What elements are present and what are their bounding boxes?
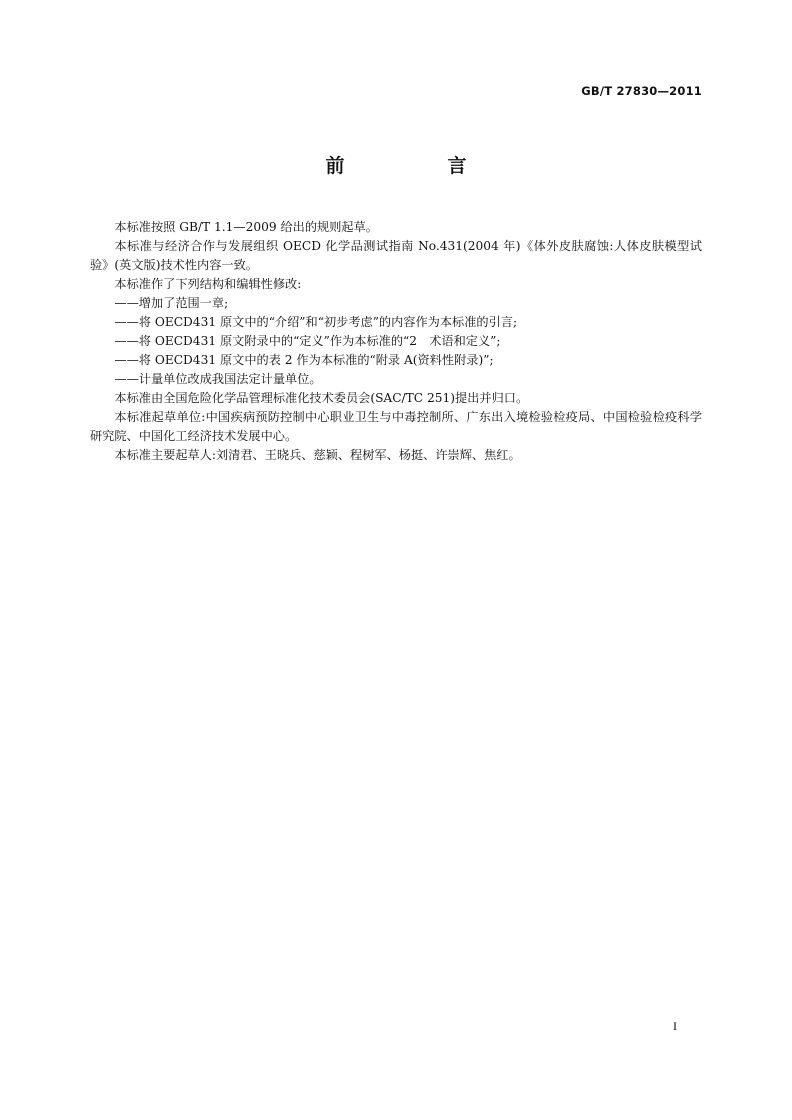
paragraph-drafters: 本标准主要起草人:刘清君、王晓兵、慈颖、程树军、杨挺、许崇辉、焦红。 [114,448,521,462]
standard-number: GB/T 27830—2011 [581,84,702,98]
paragraph-consistency: 本标准与经济合作与发展组织 OECD 化学品测试指南 No.431(2004 年)《体外皮肤腐蚀:人体皮肤模型试验》(英文版)技术性内容一致。 [90,239,702,272]
paragraph-drafting-rules: 本标准按照 GB/T 1.1—2009 给出的规则起草。 [114,220,378,234]
page-title: 前 言 [325,155,509,177]
list-item-definitions: ——将 OECD431 原文附录中的“定义”作为本标准的“2 术语和定义”; [114,334,501,348]
foreword-body [90,218,702,465]
list-item-units: ——计量单位改成我国法定计量单位。 [114,372,322,386]
paragraph-drafting-units: 本标准起草单位:中国疾病预防控制中心职业卫生与中毒控制所、广东出入境检验检疫局、中国检验检疫科学研究院、中国化工经济技术发展中心。 [90,410,702,443]
list-item-scope: ——增加了范围一章; [114,296,229,310]
list-item-annex: ——将 OECD431 原文中的表 2 作为本标准的“附录 A(资料性附录)”; [114,353,494,367]
list-item-introduction: ——将 OECD431 原文中的“介绍”和“初步考虑”的内容作为本标准的引言; [114,315,518,329]
page-number: I [673,1019,677,1033]
paragraph-proposer: 本标准由全国危险化学品管理标准化技术委员会(SAC/TC 251)提出并归口。 [114,391,529,405]
paragraph-modifications-intro: 本标准作了下列结构和编辑性修改: [114,277,302,291]
